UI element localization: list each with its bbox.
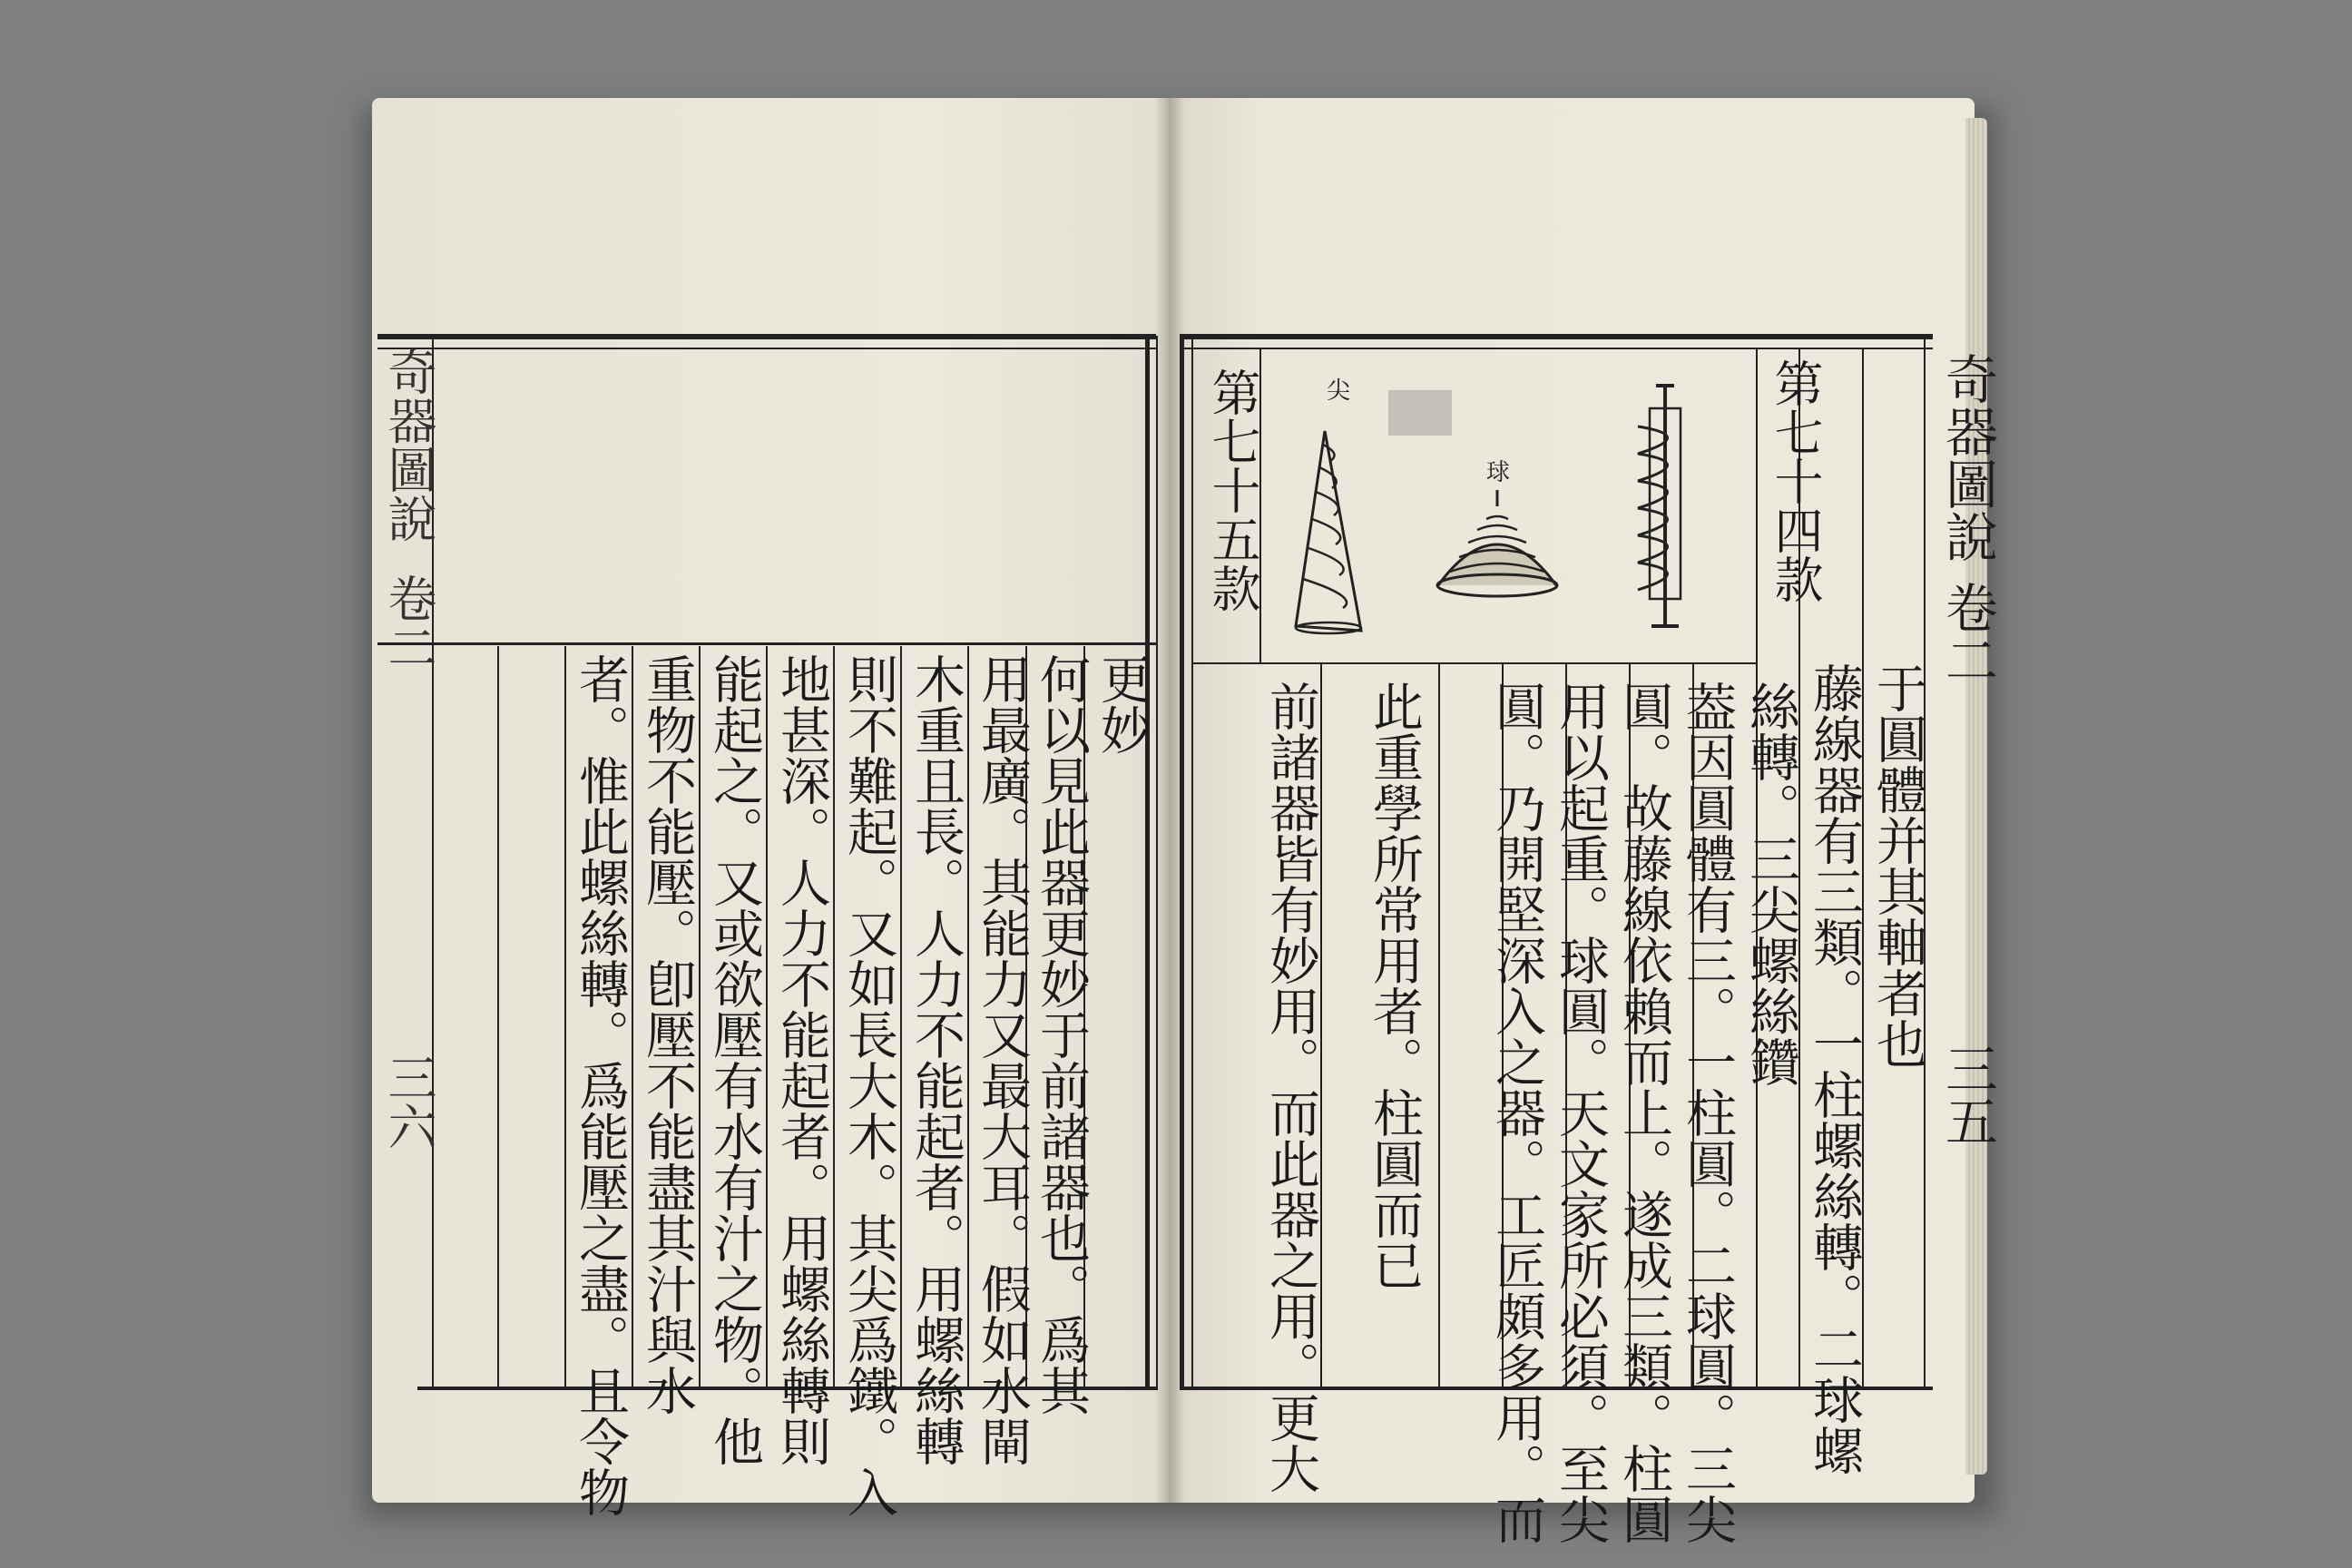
right-col-3: 絲轉。三尖螺絲鑽 — [1741, 681, 1800, 1087]
column-screw-drawing — [1638, 386, 1681, 626]
cone-screw-drawing — [1296, 431, 1361, 633]
ball-screw-drawing — [1437, 490, 1557, 596]
left-col-8: 重物不能壓。卽壓不能盡其汁與水 — [638, 653, 697, 1416]
right-fold-page-number: 三五 — [1936, 1042, 1998, 1147]
page-edges — [1965, 118, 1987, 1475]
right-fold-title: 奇器圖說 — [1936, 352, 1998, 563]
right-fold-volume: 卷二 — [1936, 581, 1998, 686]
right-col-4: 葢因圓體有三。一柱圓。二球圓。三尖 — [1678, 681, 1737, 1544]
left-col-6: 地甚深。人力不能起者。用螺絲轉則 — [772, 653, 831, 1466]
right-col-5: 圓。故藤線依賴而上。遂成三類。柱圓 — [1614, 681, 1673, 1544]
left-fold-title: 奇器圖說 — [380, 347, 437, 543]
figure-74-title: 第七十四款 — [1767, 358, 1824, 603]
left-col-2: 何以見此器更妙于前諸器也。爲其 — [1032, 653, 1091, 1416]
figure-75-title: 第七十五款 — [1204, 368, 1261, 612]
left-col-1: 更妙 — [1093, 653, 1152, 755]
left-col-3: 用最廣。其能力又最大耳。假如水閘 — [973, 653, 1032, 1466]
print-smudge — [1388, 390, 1452, 436]
right-col-8: 此重學所常用者。柱圓而已 — [1365, 681, 1424, 1290]
left-col-5: 則不難起。又如長大木。其尖爲鐵。入 — [839, 653, 898, 1517]
cone-label: 尖 — [1327, 377, 1351, 405]
left-col-4: 木重且長。人力不能起者。用螺絲轉 — [906, 653, 965, 1466]
left-fold-page-number: 三六 — [380, 1053, 437, 1151]
right-col-6: 用以起重。球圓。天文家所必須。至尖 — [1551, 681, 1610, 1544]
ball-label: 球 — [1486, 459, 1511, 486]
right-col-1: 于圓體并其軸者也 — [1868, 662, 1927, 1069]
left-fold-volume: 卷二 — [380, 573, 437, 671]
right-col-7: 圓。乃開堅深入之器。工匠頗多用。而 — [1487, 681, 1546, 1544]
right-col-9: 前諸器皆有妙用。而此器之用。更大 — [1261, 681, 1320, 1494]
left-col-9: 者。惟此螺絲轉。爲能壓之盡。且令物 — [571, 653, 630, 1517]
left-col-7: 能起之。又或欲壓有水有汁之物。他 — [705, 653, 764, 1466]
right-col-2: 藤線器有三類。一柱螺絲轉。二球螺 — [1805, 662, 1864, 1475]
